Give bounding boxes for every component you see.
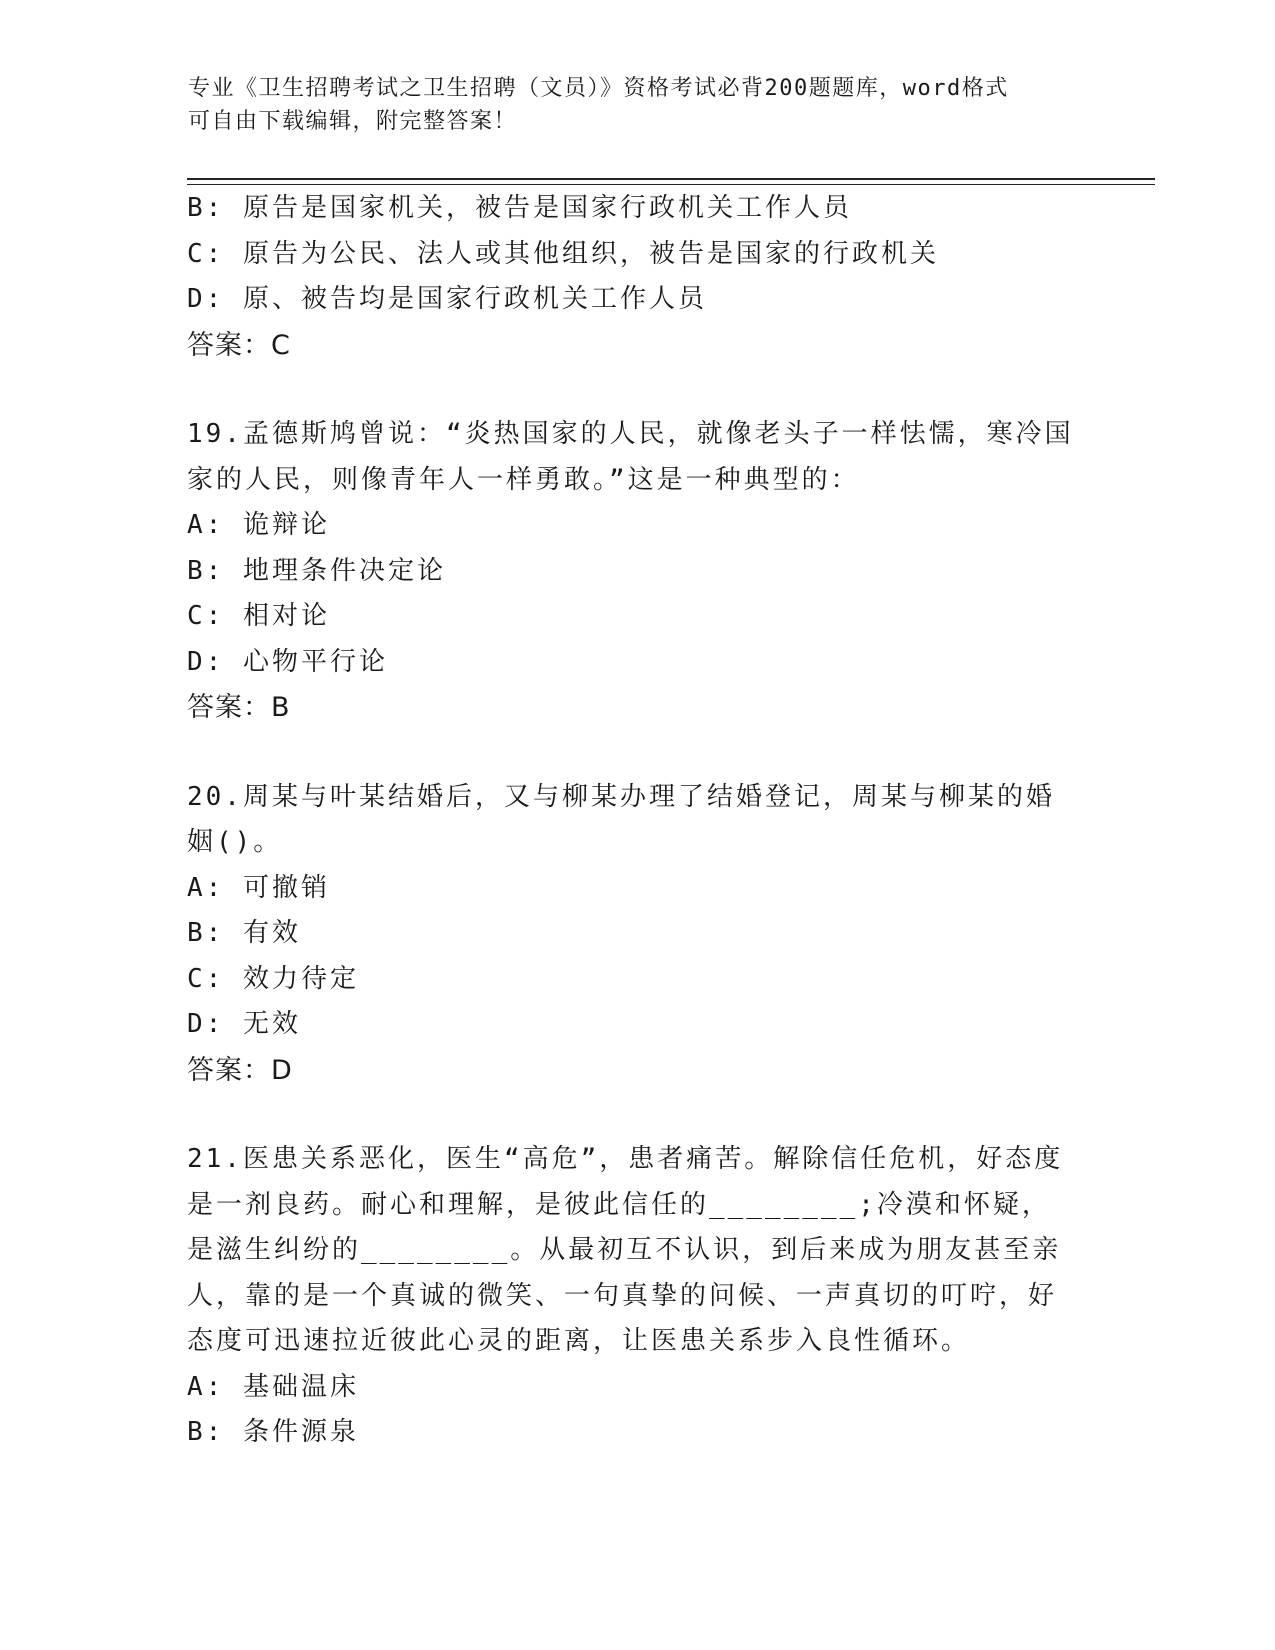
document-header xyxy=(188,72,1068,138)
answer: 答案：B xyxy=(187,692,291,723)
question-stem: 19.孟德斯鸠曾说：“炎热国家的人民，就像老头子一样怯懦，寒冷国家的人民，则像青年人一样勇敢。”这是一种典型的： xyxy=(187,419,1074,495)
option-d: D: 心物平行论 xyxy=(187,646,388,677)
option-b: B: 条件源泉 xyxy=(187,1417,359,1447)
option-b: B: 地理条件决定论 xyxy=(187,555,446,586)
option-c: C: 相对论 xyxy=(187,601,330,631)
question-stem: 21.医患关系恶化，医生“高危”，患者痛苦。解除信任危机，好态度是一剂良药。耐心和理解，是彼此信任的________;冷漠和怀疑，是滋生纠纷的________。从最初互不认识，到后来成为朋友甚至亲人，靠的是一个真诚的微笑、一句真挚的问候、一声真切的叮咛，好态度可迅速拉近彼此心灵的距离，让医患关系步入良性循环。 xyxy=(187,1144,1064,1356)
option-b: B: 原告是国家机关，被告是国家行政机关工作人员 xyxy=(187,193,852,223)
option-a: A: 基础温床 xyxy=(187,1371,359,1402)
answer: 答案：D xyxy=(187,1054,293,1086)
header-title-line-1: 专业《卫生招聘考试之卫生招聘（文员）》资格考试必背200题题库，word格式 xyxy=(188,76,1009,101)
question-21 xyxy=(187,1137,1077,1456)
option-a: A: 可撤销 xyxy=(187,872,330,903)
question-20 xyxy=(187,775,1077,1094)
answer: 答案：C xyxy=(187,329,291,361)
option-c: C: 原告为公民、法人或其他组织，被告是国家的行政机关 xyxy=(187,238,939,269)
option-a: A: 诡辩论 xyxy=(187,510,330,540)
header-divider xyxy=(187,178,1155,185)
option-d: D: 原、被告均是国家行政机关工作人员 xyxy=(187,284,707,314)
question-18-continued xyxy=(187,186,1077,368)
option-b: B: 有效 xyxy=(187,918,301,948)
option-c: C: 效力待定 xyxy=(187,963,359,994)
question-stem: 20.周某与叶某结婚后，又与柳某办理了结婚登记，周某与柳某的婚姻()。 xyxy=(187,781,1055,857)
option-d: D: 无效 xyxy=(187,1009,301,1039)
question-19 xyxy=(187,412,1077,731)
question-list xyxy=(187,186,1077,1456)
header-title-line-2: 可自由下载编辑，附完整答案！ xyxy=(188,109,518,134)
